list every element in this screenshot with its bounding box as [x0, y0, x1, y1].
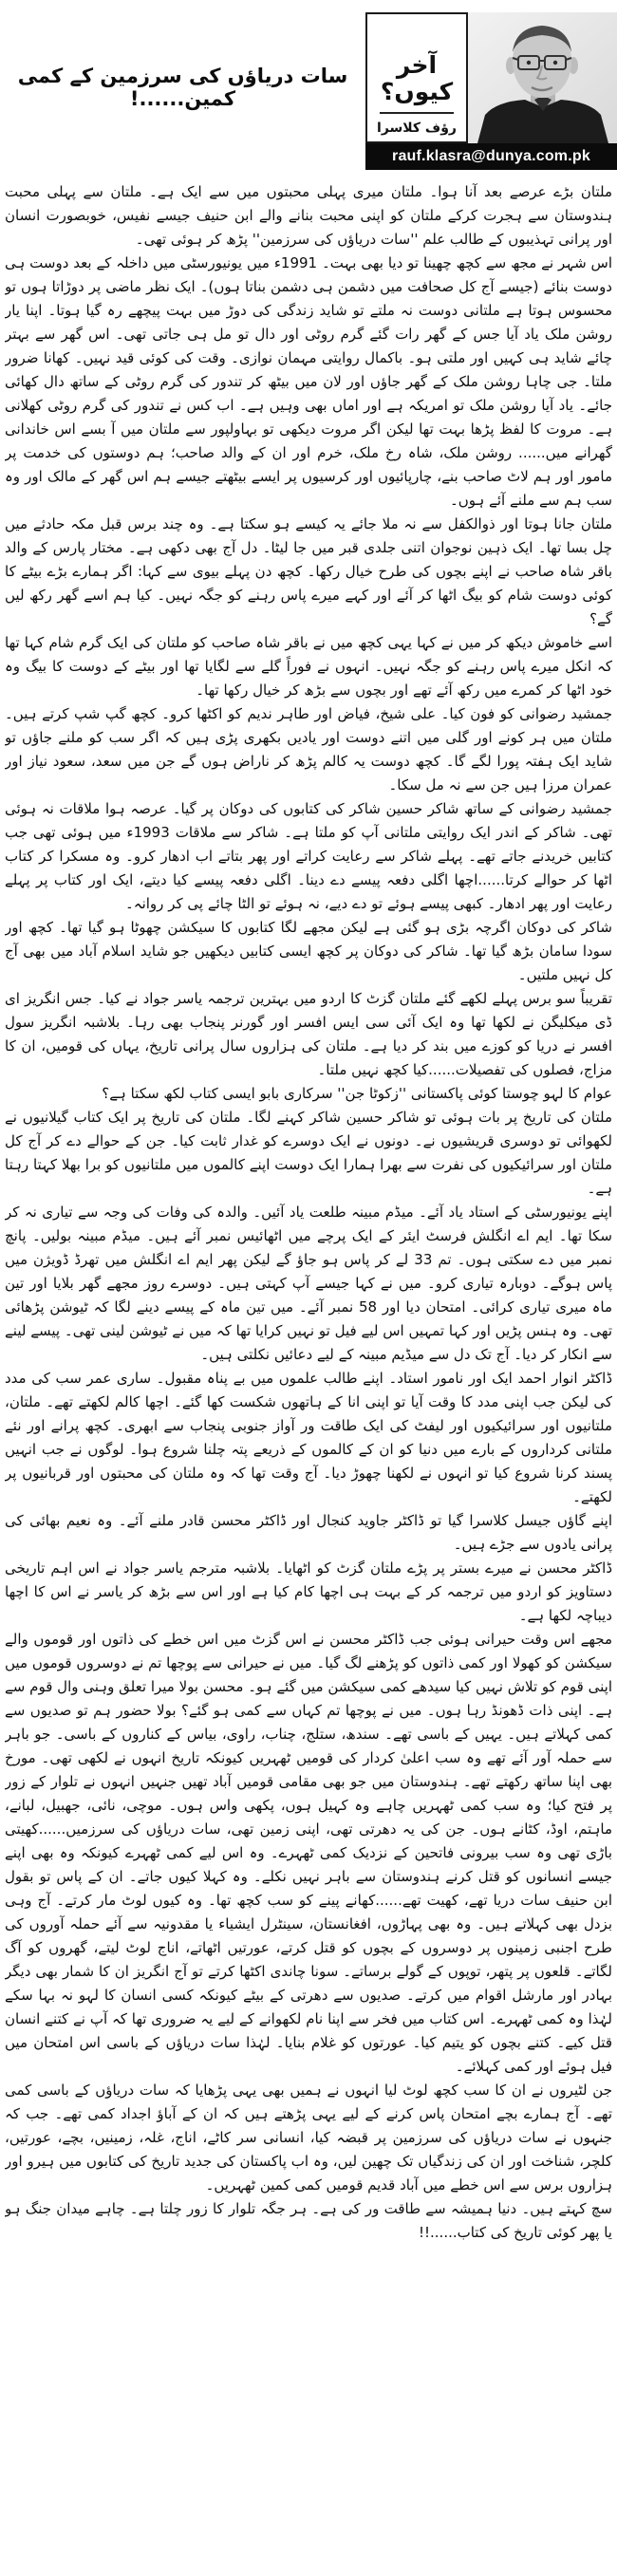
- article-paragraph: ملتان جانا ہوتا اور ذوالکفل سے نہ ملا جائے یہ کیسے ہو سکتا ہے۔ وہ چند برس قبل مکہ حادثے میں چل بسا تھا۔ ایک ذہین نوجوان اتنی جلدی قبر میں جا لیٹا۔ دل آج بھی دکھی ہے۔ مختار پارس کے والد باقر شاہ صاحب نے اپنے بچوں کی طرح خیال رکھا۔ کچھ دن پہلے بیوی سے کہا: اگر ہمارے بڑے بیٹے کا کوئی دوست شام کو بیگ اٹھا کر آئے اور کہے میرے پاس رہنے کو جگہ نہیں۔ کیا ہم اسے گھر رکھ لیں گے؟: [5, 515, 612, 627]
- article-paragraph: سچ کہتے ہیں۔ دنیا ہمیشہ سے طاقت ور کی ہے۔ ہر جگہ تلوار کا زور چلتا ہے۔ چاہے میدان جنگ ہو یا پھر کوئی تاریخ کی کتاب......!!: [5, 2200, 612, 2241]
- article-paragraph: ڈاکٹر محسن نے میرے بستر پر پڑے ملتان گزٹ کو اٹھایا۔ بلاشبہ مترجم یاسر جواد نے اس اہم تاریخی دستاویز کو اردو میں ترجمہ کر کے بہت ہی اچھا کام کیا ہے اور اس سے بڑھ کر یاسر نے اس کا اچھا دیباچہ لکھا ہے۔: [5, 1559, 612, 1624]
- author-portrait-drawing: [468, 12, 617, 143]
- article-paragraph: ڈاکٹر انوار احمد ایک اور نامور استاد۔ اپنے طالب علموں میں بے پناہ مقبول۔ ساری عمر سب کی مدد کی لیکن جب اپنی مدد کا وقت آیا تو اپنی انا کے ہاتھوں شکست کھا گئے۔ اچھا کالم لکھتے تھے۔ ملتان، ملتانیوں اور سرائیکیوں اور لیفٹ کی ایک طاقت ور آواز جنوبی پنجاب سے ابھری۔ کچھ پرانے اور نئے ملتانی کرداروں کے بارے میں دنیا کو ان کے کالموں کے ذریعے پتہ چلنا شروع ہوا۔ لوگوں نے جب انہیں پسند کرنا شروع کیا تو انہوں نے لکھنا چھوڑ دیا۔ آج وقت تھا کہ وہ ملتان کی محبتوں اور قربانیوں پر لکھتے۔: [5, 1370, 612, 1505]
- article-paragraph: اپنے یونیورسٹی کے استاد یاد آئے۔ میڈم مبینہ طلعت یاد آئیں۔ والدہ کی وفات کی وجہ سے تیاری نہ کر سکا تھا۔ ایم اے انگلش فرسٹ ایئر کے ایک پرچے میں اٹھائیس نمبر آئے ہیں۔ میڈم مبینہ بولیں۔ پانچ نمبر میں دے سکتی ہوں۔ تم 33 لے کر پاس ہو جاؤ گے لیکن پھر ایم اے انگلش میں تھرڈ ڈویژن میں پاس ہوگے۔ دوبارہ تیاری کرو۔ میں نے کہا جیسے آپ کہتی ہیں۔ دوسرے روز مجھے گھر بلایا اور تین ماہ میری تیاری کرائی۔ امتحان دیا اور 58 نمبر آئے۔ میں تین ماہ کے پیسے دینے لگا کہ ٹیوشن پڑھائی تھی۔ وہ ہنس پڑیں اور کہا تمہیں اس لیے فیل تو نہیں کرایا تھا کہ میں نے ٹیوشن لینی تھی۔ پیسے لینے سے انکار کر دیا۔ آج تک دل سے میڈیم مبینہ کے لیے دعائیں نکلتی ہیں۔: [5, 1204, 612, 1363]
- author-email-bar: [365, 143, 617, 170]
- article-paragraph: اس شہر نے مجھ سے کچھ چھینا تو دیا بھی بہت۔ 1991ء میں یونیورسٹی میں داخلہ کے بعد دوست ہی دوست بنائے (جیسے آج کل صحافت میں دشمن ہی دشمن بناتا ہوں)۔ ایک نظر ماضی پر دوڑاتا ہوں تو محسوس ہوتا ہے ملتانی دوست نہ ملتے تو شاید زندگی کی دوڑ میں بہت پیچھے رہ گیا ہوتا۔ اپنا یار روشن ملک یاد آیا جس کے گھر رات گئے گرم روٹی اور دال تو مل ہی جاتی تھی۔ اس گھر سے بہتر چائے شاید ہی کہیں اور ملتی ہو۔ باکمال روایتی مہمان نوازی۔ وقت کی کوئی قید نہیں۔ کھانا ضرور ملتا۔ جی چاہا روشن ملک کے گھر جاؤں اور لان میں بیٹھ کر تندور کی گرم روٹی کے ساتھ دال کھائی جائے۔ یاد آیا روشن ملک تو امریکہ ہے اور اماں بھی وہیں ہے۔ اب کس نے تندور کی گرم روٹی کھلانی ہے۔ مروت کا لفظ پڑھا بہت تھا لیکن اگر مروت دیکھی تو بہاولپور سے ملتان میں آ بسے اس خاندانی گھرانے میں...... روشن ملک، شاہ رخ ملک، خرم اور ان کے والد صاحب؛ ہم دوستوں کی خدمت پر مامور اور ہم لاٹ صاحب بنے، چارپائیوں اور کرسیوں پر ایسے بیٹھتے جیسے ہم اس گھر کے مالک اور وہ سب ہم سے ملنے آئے ہوں۔: [5, 254, 612, 509]
- author-name: رؤف کلاسرا: [377, 121, 457, 136]
- title-divider: [380, 112, 454, 114]
- article-paragraph: جمشید رضوانی کو فون کیا۔ علی شیخ، فیاض اور طاہر ندیم کو اکٹھا کرو۔ کچھ گپ شپ کرتے ہیں۔ ملتان میں ہر کونے اور گلی میں اتنے دوست اور یادیں بکھری پڑی ہیں کہ اگر سب کو ملنے جاؤں تو شاید ایک ہفتہ پورا لگے گا۔ کچھ دوست یہ کالم پڑھ کر ناراض ہوں گے جن میں سعد، سعود نیاز اور عمران مرزا ہیں جن سے نہ مل سکا۔: [5, 705, 612, 793]
- article-paragraph: ملتان کی تاریخ پر بات ہوئی تو شاکر حسین شاکر کہنے لگا۔ ملتان کی تاریخ پر ایک کتاب گیلانیوں نے لکھوائی تو دوسری قریشیوں نے۔ دونوں نے ایک دوسرے کو غدار ثابت کیا۔ جن کے حوالے دے کر آج کل ملتان اور سرائیکیوں کی نفرت سے بھرا ہمارا ایک دوست اپنے کالموں میں ملتانیوں کو برا بھلا کہتا رہتا ہے۔: [5, 1109, 612, 1197]
- article-paragraph: عوام کا لہو چوستا کوئی پاکستانی ''زکوٹا جن'' سرکاری بابو ایسی کتاب لکھ سکتا ہے؟: [102, 1085, 612, 1102]
- article-paragraph: شاکر کی دوکان اگرچہ بڑی ہو گئی ہے لیکن مجھے لگا کتابوں کا سیکشن چھوٹا ہو گیا تھا۔ کچھ اور سودا سامان بڑھ گیا تھا۔ شاکر کی دوکان پر کچھ ایسی کتابیں دیکھیں جو شاید اسلام آباد میں بھی آج کل نہیں ملتیں۔: [5, 919, 612, 983]
- article-paragraph: اپنے گاؤں جیسل کلاسرا گیا تو ڈاکٹر جاوید کنجال اور ڈاکٹر محسن قادر ملنے آئے۔ وہ نعیم بھائی کی پرانی یادوں سے جڑے ہیں۔: [5, 1512, 612, 1553]
- article-paragraph: تقریباً سو برس پہلے لکھے گئے ملتان گزٹ کا اردو میں بہترین ترجمہ یاسر جواد نے کیا۔ جس انگریز ای ڈی میکلیگن نے لکھا تھا وہ ایک آئی سی ایس افسر اور گورنر پنجاب بھی رہا۔ بلاشبہ انگریز سول افسر نے دریا کو کوزے میں بند کر دیا ہے۔ ملتان کی ہزاروں سال پرانی تاریخ، یہاں کی قومیں، ان کا مزاج، فصلوں کی تفصیلات......کیا کچھ نہیں ملتا۔: [5, 990, 612, 1078]
- article-paragraph: مجھے اس وقت حیرانی ہوئی جب ڈاکٹر محسن نے اس گزٹ میں اس خطے کی ذاتوں اور قوموں والے سیکشن کو کھولا اور کمی ذاتوں کو پڑھنے لگ گیا۔ میں نے حیرانی سے پوچھا تم نے دوسروں قوموں میں اپنی قوم کو تلاش نہیں کیا سیدھے کمی سیکشن میں گئے ہو۔ محسن بولا میرا تعلق وہنی وال قوم سے ہے۔ اپنی ذات ڈھونڈ رہا ہوں۔ میں نے پوچھا تم کہاں سے کمی ہو گئے؟ بولا حضور ہم تو صدیوں سے کمی کہلاتے ہیں۔ یہیں کے باسی تھے۔ سندھ، ستلج، چناب، راوی، بیاس کے کناروں کے باسی۔ جو باہر سے حملہ آور آئے تھے وہ سب اعلیٰ کردار کی قومیں ٹھہریں کیونکہ تاریخ انہوں نے لکھی تھی۔ مورخ بھی اپنا ساتھ رکھتے تھے۔ ہندوستان میں جو بھی مقامی قومیں آباد تھیں جنہیں انہوں نے تلوار کے زور پر فتح کیا؛ وہ سب کمی ٹھہریں چاہے وہ کہیل ہوں، پکھی واس ہوں۔ موچی، نائی، جھبیل، لبانے، ماہتم، اوڈ، کٹانے ہوں۔ جن کی یہ دھرتی تھی، اپنی زمین تھی، سات دریاؤں کی سرزمیں......کھیتی باڑی تھی وہ سب بیرونی فاتحین کے نزدیک کمی ٹھہرے۔ وہ اس لیے کمی ٹھہرے کیونکہ وہ بھی اپنے جیسے انسانوں کو قتل کرنے ہندوستان سے باہر نہیں نکلے۔ وہ کہلا کیوں جاتے۔ ان کے پاس تو بقول ابن حنیف سات دریا تھے، کھیت تھے......کھانے پینے کو سب کچھ تھا۔ وہ کیوں لوٹ مار کرتے۔ آج وہی بزدل بھی کہلاتے ہیں۔ وہ بھی پہاڑوں، افغانستان، سینٹرل ایشیاء یا مقدونیہ سے آئے حملہ آوروں کی طرح اجنبی زمینوں پر دوسروں کے بچوں کو قتل کرتے، عورتیں اٹھاتے، اناج لوٹ لیتے، گھروں کو آگ لگاتے۔ قلعوں پر پتھر، توپوں کے گولے برساتے۔ سونا چاندی اکٹھا کرتے تو آج انگریز ان کا شمار بھی دیگر بہادر اور مارشل اقوام میں کرتے۔ صدیوں سے دھرتی کے بیٹے کیونکہ کسی انسان کا لہو نہ بہا سکے لہٰذا وہ کمی ٹھہرے۔ اس کتاب میں فخر سے اپنا نام لکھوانے کے لیے یہ ضروری تھا کہ آپ نے کتنے انسان قتل کیے۔ کتنے بچوں کو یتیم کیا۔ عورتوں کو غلام بنایا۔ لہٰذا سات دریاؤں کے باسی اس امتحان میں فیل ہوئے اور کمی کہلائے۔: [5, 1631, 612, 2075]
- article-headline: سات دریاؤں کی سرزمین کے کمی کمین......!: [17, 65, 348, 110]
- author-photo: [468, 12, 617, 143]
- column-masthead: [365, 12, 617, 170]
- article-paragraph: جن لٹیروں نے ان کا سب کچھ لوٹ لیا انہوں نے ہمیں بھی یہی پڑھایا کہ سات دریاؤں کے باسی کمی تھے۔ آج ہمارے بچے امتحان پاس کرنے کے لیے یہی پڑھتے ہیں کہ ان کے آباؤ اجداد کمی تھے۔ جب کہ جنہوں نے سات دریاؤں کی سرزمین پر قبضہ کیا، انسانی سر کاٹے، اناج، غلہ، زمینیں، بچے، عورتیں، کلچر، شناخت اور ان کی زندگیاں تک چھین لیں، وہ اب پاکستان کی جدید تاریخ کی کتابوں میں ہیرو اور ہزاروں برس سے اس خطے میں آباد قدیم قومیں کمی کمین ٹھہریں۔: [5, 2081, 612, 2193]
- author-email: rauf.klasra@dunya.com.pk: [392, 148, 590, 164]
- article-paragraph: اسے خاموش دیکھ کر میں نے کہا یہی کچھ میں نے باقر شاہ صاحب کو ملتان کی ایک گرم شام کہا تھا کہ انکل میرے پاس رہنے کو جگہ نہیں۔ انہوں نے فوراً گلے سے لگایا تھا اور بیٹے کے دوست کا بیگ وہ خود اٹھا کر کمرے میں رکھ آئے تھے اور بچوں سے بڑھ کر خیال رکھا تھا۔: [5, 634, 612, 699]
- article-body: [5, 180, 612, 2576]
- column-title-box: [365, 12, 468, 143]
- article-paragraph: ملتان بڑے عرصے بعد آنا ہوا۔ ملتان میری پہلی محبتوں میں سے ایک ہے۔ ملتان سے پہلی محبت ہندوستان سے ہجرت کرکے ملتان کو اپنی محبت بنانے والے ابن حنیف جیسے نفیس، خوبصورت انسان اور پرانی تہذیبوں کے طالب علم ''سات دریاؤں کی سرزمین'' پڑھ کر ہوئی تھی۔: [5, 183, 612, 248]
- column-title: آخر کیوں؟: [380, 51, 454, 105]
- article-paragraph: جمشید رضوانی کے ساتھ شاکر حسین شاکر کی کتابوں کی دوکان پر گیا۔ عرصہ ہوا ملاقات نہ ہوئی تھی۔ شاکر کے اندر ایک روایتی ملتانی آپ کو ملتا ہے۔ شاکر سے ملاقات 1993ء میں ہوئی تھی جب کتابیں خریدنے جاتے تھے۔ پہلے شاکر سے رعایت کراتے اور پھر بتاتے اب ادھار کرو۔ وہ مسکرا کر کتاب اٹھا کر حوالے کرتا......اچھا اگلی دفعہ پیسے دے دینا۔ اگلی دفعہ پیسے کیا دیتے، ایک اور کتاب پر پہلے رعایت اور پھر ادھار۔ کبھی پیسے ہوئے تو دے دیے، نہ ہوئے تو الٹا چائے پی کر روانہ۔: [5, 800, 612, 912]
